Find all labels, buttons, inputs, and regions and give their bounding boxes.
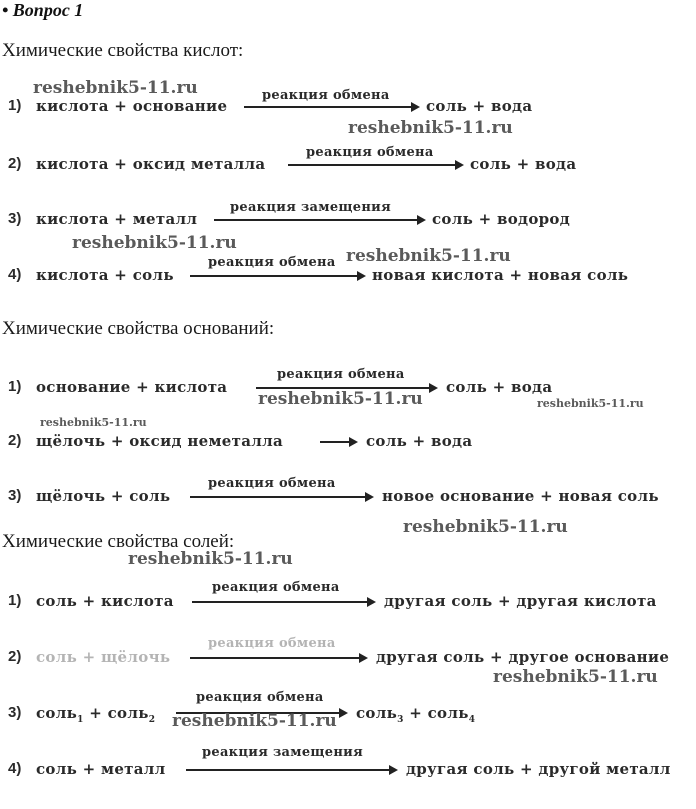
watermark: reshebnik5-11.ru — [258, 389, 423, 409]
reactants: кислота + соль — [36, 266, 174, 284]
salt-1: соль — [36, 704, 78, 722]
subscript: 1 — [77, 715, 84, 725]
reactants: соль + кислота — [36, 592, 174, 610]
products: другая соль + другой металл — [406, 760, 671, 778]
subscript: 2 — [148, 715, 156, 725]
arrow-icon — [190, 496, 372, 498]
products: соль + вода — [426, 97, 533, 115]
item-number: 4) — [8, 266, 22, 283]
watermark: reshebnik5-11.ru — [72, 233, 237, 253]
watermark: reshebnik5-11.ru — [40, 416, 147, 429]
subscript: 3 — [397, 715, 404, 725]
reactants — [36, 704, 155, 725]
reaction-type: реакция обмена — [208, 476, 336, 491]
products: соль + вода — [470, 155, 577, 173]
watermark: reshebnik5-11.ru — [128, 549, 293, 569]
reaction-type: реакция обмена — [212, 580, 340, 595]
arrow-icon — [320, 441, 356, 443]
item-number: 1) — [8, 97, 22, 114]
products — [356, 704, 475, 725]
subscript: 4 — [468, 715, 476, 725]
reactants: соль + металл — [36, 760, 166, 778]
watermark: reshebnik5-11.ru — [348, 118, 513, 138]
watermark: reshebnik5-11.ru — [493, 667, 658, 687]
reactants: щёлочь + оксид неметалла — [36, 432, 284, 450]
products: новая кислота + новая соль — [372, 266, 629, 284]
arrow-icon — [186, 769, 396, 771]
plus-sign: + — [89, 704, 103, 722]
reaction-type: реакция замещения — [202, 745, 364, 760]
reaction-type: реакция обмена — [306, 145, 434, 160]
arrow-icon — [192, 601, 374, 603]
item-number: 3) — [8, 210, 22, 227]
item-number: 1) — [8, 378, 22, 395]
salt-2: соль — [107, 704, 149, 722]
reaction-type: реакция обмена — [277, 367, 405, 382]
reactants: основание + кислота — [36, 378, 228, 396]
salts-heading: Химические свойства солей: — [2, 531, 235, 552]
arrow-icon — [190, 657, 366, 659]
reaction-type: реакция обмена — [196, 690, 324, 705]
products: другая соль + другая кислота — [384, 592, 657, 610]
item-number: 2) — [8, 432, 22, 449]
products: соль + водород — [432, 210, 571, 228]
salt-4: соль — [427, 704, 469, 722]
item-number: 4) — [8, 760, 22, 777]
reaction-type: реакция обмена — [208, 255, 336, 270]
reaction-type: реакция замещения — [230, 200, 392, 215]
arrow-icon — [214, 219, 424, 221]
item-number: 1) — [8, 592, 22, 609]
watermark: reshebnik5-11.ru — [172, 711, 337, 731]
item-number: 2) — [8, 155, 22, 172]
reactants: кислота + основание — [36, 97, 228, 115]
page-title: • Вопрос 1 — [2, 0, 84, 20]
products: новое основание + новая соль — [382, 487, 659, 505]
plus-sign: + — [409, 704, 423, 722]
acids-heading: Химические свойства кислот: — [2, 40, 244, 61]
salt-3: соль — [356, 704, 398, 722]
watermark: reshebnik5-11.ru — [537, 397, 644, 410]
arrow-icon — [190, 275, 364, 277]
reactants: кислота + металл — [36, 210, 198, 228]
reactants: кислота + оксид металла — [36, 155, 266, 173]
watermark: reshebnik5-11.ru — [403, 517, 568, 537]
item-number: 2) — [8, 648, 22, 665]
products: другая соль + другое основание — [376, 648, 670, 666]
reaction-type: реакция обмена — [262, 88, 390, 103]
reactants: щёлочь + соль — [36, 487, 171, 505]
item-number: 3) — [8, 704, 22, 721]
reactants: соль + щёлочь — [36, 648, 171, 666]
products: соль + вода — [366, 432, 473, 450]
watermark: reshebnik5-11.ru — [33, 78, 198, 98]
arrow-icon — [288, 164, 462, 166]
arrow-icon — [244, 106, 418, 108]
products: соль + вода — [446, 378, 553, 396]
reaction-type: реакция обмена — [208, 636, 336, 651]
bases-heading: Химические свойства оснований: — [2, 318, 275, 339]
watermark: reshebnik5-11.ru — [346, 246, 511, 266]
item-number: 3) — [8, 487, 22, 504]
